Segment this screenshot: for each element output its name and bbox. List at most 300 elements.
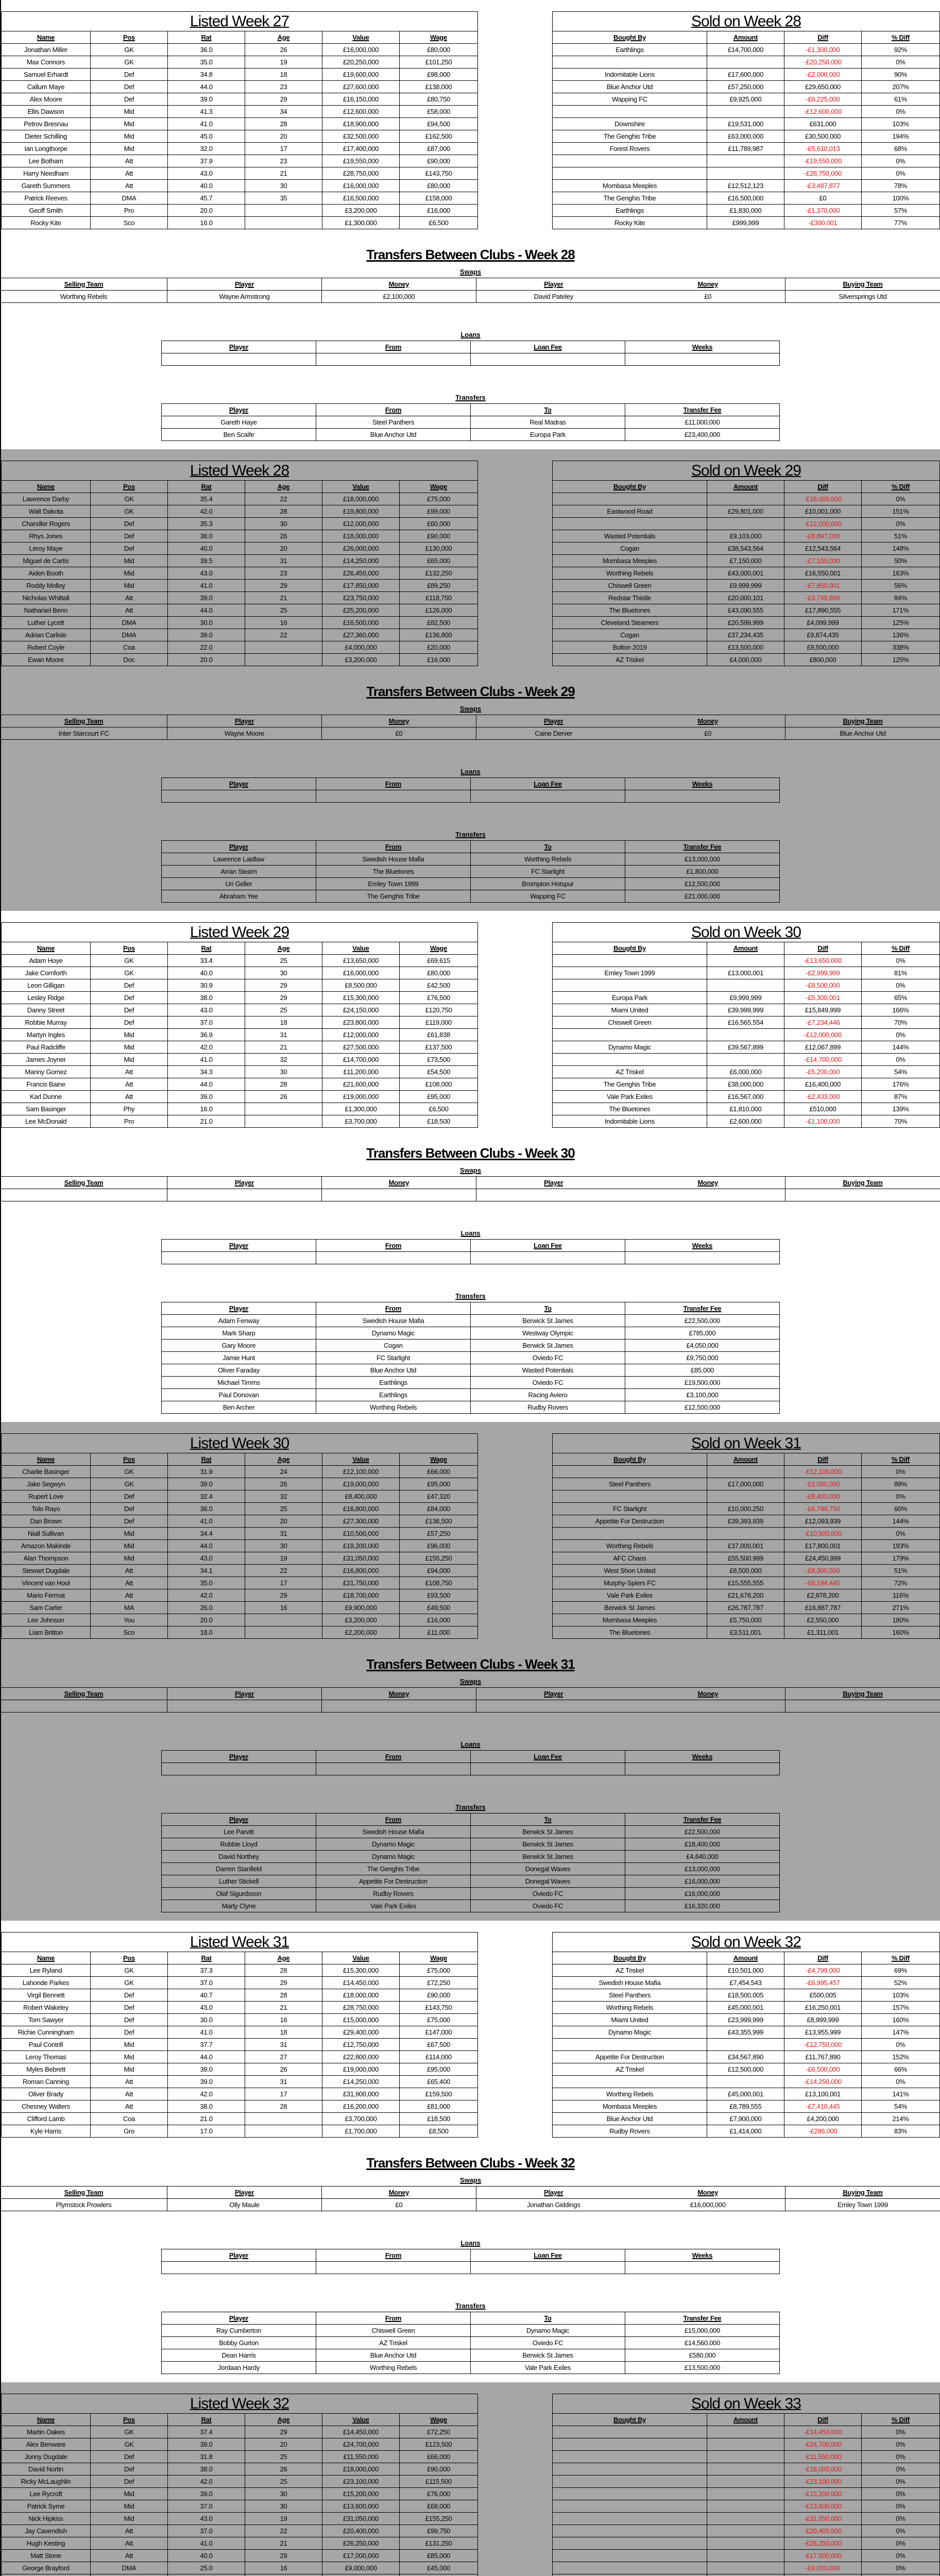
transfer-cell: Dynamo Magic: [316, 1851, 471, 1863]
table-row: [553, 1503, 940, 1515]
listed-cell: Robbie Murray: [2, 1016, 91, 1029]
listed-cell: Def: [91, 518, 168, 530]
sold-cell: £21,678,200: [707, 1589, 784, 1602]
diff-cell: -£1,100,000: [784, 1115, 862, 1128]
spacer: [1, 303, 940, 329]
listed-cell: 41.0: [168, 1515, 245, 1528]
table-row: [2, 1614, 478, 1626]
listed-cell: Def: [91, 1004, 168, 1016]
transfer-cell: £22,500,000: [625, 1826, 780, 1838]
column-header: Amount: [707, 481, 784, 493]
listed-cell: Ellis Dawson: [2, 106, 91, 118]
listed-cell: 26.0: [168, 1602, 245, 1614]
listed-cell: £18,000,000: [322, 530, 400, 543]
diff-cell: -£1,300,000: [784, 44, 862, 56]
transfer-cell: Berwick St James: [471, 2349, 625, 2362]
listed-cell: GK: [91, 56, 168, 69]
listed-cell: 20: [245, 130, 322, 143]
listed-cell: 43.0: [168, 1004, 245, 1016]
listed-cell: £162,500: [400, 130, 478, 143]
listed-cell: 19: [245, 2513, 322, 2525]
listed-cell: £24,150,000: [322, 1004, 400, 1016]
sold-cell: Emley Town 1999: [553, 967, 707, 979]
table-row: [2, 118, 478, 130]
loan-cell: [316, 353, 471, 366]
listed-cell: £81,000: [400, 2100, 478, 2113]
listed-cell: £87,000: [400, 143, 478, 155]
listed-cell: Jay Cavendish: [2, 2525, 91, 2537]
sold-cell: Mombasa Meeples: [553, 180, 707, 192]
listed-cell: GK: [91, 493, 168, 505]
listed-cell: £15,200,000: [322, 2488, 400, 2500]
listed-cell: Hugh Kesting: [2, 2537, 91, 2550]
spacer: [1, 1264, 940, 1290]
transfer-cell: Wasted Potentials: [471, 1364, 625, 1377]
sold-cell: 69%: [862, 1964, 940, 1977]
sold-cell: 0%: [862, 2488, 940, 2500]
listed-cell: 43.0: [168, 567, 245, 580]
sold-cell: £10,000,250: [707, 1503, 784, 1515]
listed-cell: Att: [91, 155, 168, 167]
column-header: Player: [476, 2187, 631, 2199]
column-header: Loan Fee: [471, 1751, 625, 1763]
column-header: Transfer Fee: [625, 841, 780, 853]
sold-cell: £17,600,000: [707, 69, 784, 81]
column-header: Rat: [168, 481, 245, 493]
listed-cell: 44.0: [168, 604, 245, 617]
column-header: Name: [2, 2414, 91, 2426]
loans-header-row: [162, 341, 780, 353]
sold-cell: £43,000,001: [707, 567, 784, 580]
table-row: [2, 955, 478, 967]
loans-table: [161, 777, 780, 803]
listed-cell: 39.0: [168, 2076, 245, 2088]
sold-cell: The Bluetones: [553, 1626, 707, 1639]
swap-cell: [785, 1700, 940, 1713]
sold-title-row: [553, 12, 940, 31]
column-header: Player: [167, 1177, 322, 1189]
sold-cell: [707, 2550, 784, 2562]
transfer-cell: £785,000: [625, 1327, 780, 1340]
sold-title-row: [553, 923, 940, 942]
table-row: [553, 1478, 940, 1490]
sold-cell: 54%: [862, 2100, 940, 2113]
sold-cell: 56%: [862, 580, 940, 592]
table-row: [2, 2002, 478, 2014]
diff-cell: £16,550,001: [784, 567, 862, 580]
listed-cell: £13,600,000: [322, 2500, 400, 2513]
transfer-cell: £11,000,000: [625, 416, 780, 429]
listed-cell: 20.0: [168, 205, 245, 217]
listed-cell: [245, 2125, 322, 2138]
listed-cell: 40.0: [168, 967, 245, 979]
sold-cell: Steel Panthers: [553, 1478, 707, 1490]
table-row: [2, 1054, 478, 1066]
listed-cell: £8,500,000: [322, 979, 400, 992]
column-header: Value: [322, 2414, 400, 2426]
sold-cell: 179%: [862, 1552, 940, 1565]
diff-cell: -£20,400,000: [784, 2525, 862, 2537]
sold-cell: 163%: [862, 567, 940, 580]
column-header: Money: [631, 715, 785, 727]
transfer-cell: Swedish House Mafia: [316, 1826, 471, 1838]
listed-cell: Virgil Bennett: [2, 1989, 91, 2002]
swap-cell: £0: [322, 2199, 476, 2211]
listed-cell: Mid: [91, 106, 168, 118]
listed-cell: [245, 1115, 322, 1128]
listed-cell: 21: [245, 2002, 322, 2014]
sold-cell: Berwick St James: [553, 1602, 707, 1614]
sold-cell: £2,600,000: [707, 1115, 784, 1128]
listed-cell: Mario Fermat: [2, 1589, 91, 1602]
transfers-between-clubs: [1, 666, 940, 911]
swap-cell: [322, 1700, 476, 1713]
transfer-cell: Blue Anchor Utd: [316, 1364, 471, 1377]
sold-cell: 194%: [862, 130, 940, 143]
table-row: [1, 1700, 940, 1713]
column-header: % Diff: [862, 31, 940, 44]
sold-cell: £15,555,555: [707, 1577, 784, 1589]
week-block: [0, 1921, 940, 2382]
listed-cell: 22: [245, 493, 322, 505]
listed-cell: Def: [91, 2026, 168, 2039]
listed-cell: £24,700,000: [322, 2438, 400, 2451]
listed-header-row: [2, 1952, 478, 1964]
listed-cell: 16: [245, 617, 322, 629]
transfer-cell: £85,000: [625, 1364, 780, 1377]
listed-cell: £9,000,000: [322, 2562, 400, 2574]
column-header: Bought By: [553, 1453, 707, 1466]
loan-cell: [625, 2262, 780, 2274]
listed-cell: Att: [91, 2525, 168, 2537]
swap-cell: [167, 1700, 322, 1713]
loans-title: Loans: [1, 768, 940, 775]
listed-cell: 40.0: [168, 2550, 245, 2562]
listed-cell: 25.0: [168, 2562, 245, 2574]
listed-cell: 32.4: [168, 1490, 245, 1503]
listed-title: Listed Week 27: [2, 12, 478, 31]
transfer-cell: Blue Anchor Utd: [316, 2349, 471, 2362]
listed-cell: Karl Dunne: [2, 1091, 91, 1103]
diff-cell: £12,543,564: [784, 543, 862, 555]
transfer-cell: Rudby Rovers: [316, 1888, 471, 1900]
transfer-cell: Michael Timms: [162, 1377, 316, 1389]
listed-cell: £69,615: [400, 955, 478, 967]
table-row: [2, 2076, 478, 2088]
sold-cell: FC Starlight: [553, 1503, 707, 1515]
listed-cell: £16,000: [400, 1614, 478, 1626]
listed-cell: David Nortin: [2, 2463, 91, 2476]
listed-cell: Walt Dakota: [2, 505, 91, 518]
listed-cell: £18,500: [400, 2113, 478, 2125]
listed-cell: £18,000,000: [322, 2463, 400, 2476]
listed-cell: £76,000: [400, 2488, 478, 2500]
listed-cell: Lee Johnson: [2, 1614, 91, 1626]
sold-cell: 81%: [862, 967, 940, 979]
column-header: Name: [2, 481, 91, 493]
listed-cell: £19,000,000: [322, 1478, 400, 1490]
sold-cell: [707, 2438, 784, 2451]
sold-cell: [553, 2451, 707, 2463]
listed-cell: 43.0: [168, 2002, 245, 2014]
swaps-title: Swaps: [1, 1677, 940, 1685]
column-header: Bought By: [553, 942, 707, 955]
diff-cell: -£26,250,000: [784, 2537, 862, 2550]
loan-cell: [471, 790, 625, 803]
transfer-cell: Berwick St James: [471, 1315, 625, 1327]
listed-cell: £45,000: [400, 2562, 478, 2574]
listed-cell: 29: [245, 2550, 322, 2562]
transfer-cell: Donegal Waves: [471, 1875, 625, 1888]
sold-cell: 78%: [862, 180, 940, 192]
column-header: Diff: [784, 1453, 862, 1466]
listed-cell: £115,500: [400, 2476, 478, 2488]
sold-cell: £7,150,000: [707, 555, 784, 567]
sold-table: [552, 1433, 940, 1639]
sold-cell: [553, 518, 707, 530]
listed-title-row: [2, 2394, 478, 2414]
table-row: [2, 2088, 478, 2100]
sold-cell: [553, 167, 707, 180]
table-row: [553, 1490, 940, 1503]
column-header: % Diff: [862, 481, 940, 493]
sold-cell: 103%: [862, 118, 940, 130]
listed-cell: Def: [91, 69, 168, 81]
swaps-table: [0, 1176, 940, 1201]
listed-cell: You: [91, 1614, 168, 1626]
listed-cell: £95,000: [400, 1478, 478, 1490]
diff-cell: -£12,000,000: [784, 1029, 862, 1041]
diff-cell: £9,500,000: [784, 641, 862, 654]
loan-cell: [162, 790, 316, 803]
listed-cell: 21: [245, 2537, 322, 2550]
listed-cell: Att: [91, 1066, 168, 1078]
listed-cell: £47,320: [400, 1490, 478, 1503]
swaps-header-row: [1, 1177, 940, 1189]
listed-cell: £118,750: [400, 592, 478, 604]
transfer-cell: £580,000: [625, 2349, 780, 2362]
sold-title: Sold on Week 33: [553, 2394, 940, 2414]
column-header: Name: [2, 1952, 91, 1964]
listed-title-row: [2, 461, 478, 481]
table-row: [2, 81, 478, 93]
listed-cell: Att: [91, 1078, 168, 1091]
column-header: Wage: [400, 2414, 478, 2426]
listed-cell: Sam Carter: [2, 1602, 91, 1614]
sold-cell: [553, 2076, 707, 2088]
listed-cell: 21: [245, 592, 322, 604]
table-row: [2, 1029, 478, 1041]
listed-cell: 42.0: [168, 1041, 245, 1054]
sold-cell: 0%: [862, 493, 940, 505]
diff-cell: -£24,700,000: [784, 2438, 862, 2451]
table-row: [2, 1589, 478, 1602]
transfer-cell: Dynamo Magic: [316, 1838, 471, 1851]
table-row: [553, 1528, 940, 1540]
listed-cell: Roddy Molloy: [2, 580, 91, 592]
column-header: Rat: [168, 942, 245, 955]
loans-title: Loans: [1, 2239, 940, 2247]
table-row: [2, 69, 478, 81]
listed-cell: Mid: [91, 2513, 168, 2525]
table-row: [2, 143, 478, 155]
sold-cell: [553, 1528, 707, 1540]
transfer-cell: £14,560,000: [625, 2337, 780, 2349]
swap-cell: [476, 1700, 631, 1713]
table-row: [553, 69, 940, 81]
sold-cell: [553, 56, 707, 69]
listed-cell: Att: [91, 2088, 168, 2100]
table-row: [2, 1103, 478, 1115]
table-row: [553, 2451, 940, 2463]
sold-cell: £45,000,001: [707, 2002, 784, 2014]
listed-header-row: [2, 1453, 478, 1466]
table-row: [553, 629, 940, 641]
table-row: [553, 2039, 940, 2051]
sold-cell: £999,999: [707, 217, 784, 229]
listed-cell: Def: [91, 1503, 168, 1515]
table-row: [162, 890, 780, 903]
transfer-cell: £13,000,000: [625, 853, 780, 866]
listed-cell: Adam Hoye: [2, 955, 91, 967]
sold-cell: 68%: [862, 143, 940, 155]
table-row: [2, 2476, 478, 2488]
listed-cell: £138,000: [400, 81, 478, 93]
column-header: Weeks: [625, 1240, 780, 1252]
sold-cell: £55,500,999: [707, 1552, 784, 1565]
column-header: Player: [167, 1688, 322, 1700]
column-header: Loan Fee: [471, 341, 625, 353]
sold-cell: 54%: [862, 1066, 940, 1078]
sold-cell: 83%: [862, 2125, 940, 2138]
listed-cell: 41.0: [168, 580, 245, 592]
transfer-cell: £18,400,000: [625, 1838, 780, 1851]
table-row: [2, 2113, 478, 2125]
listed-cell: 18: [245, 2026, 322, 2039]
listed-cell: 25: [245, 604, 322, 617]
sold-cell: Rudby Rovers: [553, 2125, 707, 2138]
listed-cell: Paul Contrill: [2, 2039, 91, 2051]
listed-cell: Sam Basinger: [2, 1103, 91, 1115]
column-header: Transfer Fee: [625, 1814, 780, 1826]
table-row: [553, 1626, 940, 1639]
table-row: [553, 1515, 940, 1528]
loans-table: [161, 1750, 780, 1775]
table-row: [162, 1763, 780, 1775]
transfer-cell: Dynamo Magic: [316, 1327, 471, 1340]
listed-cell: 42.0: [168, 2476, 245, 2488]
table-row: [2, 2574, 478, 2576]
listed-cell: Def: [91, 543, 168, 555]
transfer-cell: David Northey: [162, 1851, 316, 1863]
diff-cell: -£14,450,000: [784, 2426, 862, 2438]
diff-cell: -£18,000,000: [784, 2463, 862, 2476]
listed-cell: £123,500: [400, 2438, 478, 2451]
sold-cell: Earthlings: [553, 44, 707, 56]
sold-cell: 60%: [862, 1503, 940, 1515]
transfer-cell: Marty Clyne: [162, 1900, 316, 1912]
diff-cell: -£14,700,000: [784, 1054, 862, 1066]
listed-cell: £13,650,000: [322, 955, 400, 967]
sold-cell: [553, 2525, 707, 2537]
listed-cell: Mid: [91, 567, 168, 580]
sold-cell: £43,355,999: [707, 2026, 784, 2039]
sold-cell: The Genghis Tribe: [553, 1078, 707, 1091]
listed-cell: Dieter Schilling: [2, 130, 91, 143]
diff-cell: -£6,995,457: [784, 1977, 862, 1989]
table-row: [553, 555, 940, 567]
sold-cell: The Genghis Tribe: [553, 192, 707, 205]
table-row: [2, 1016, 478, 1029]
listed-cell: 36.9: [168, 1029, 245, 1041]
column-header: Wage: [400, 1453, 478, 1466]
listed-cell: £11,000: [400, 1626, 478, 1639]
listed-cell: Miguel de Cartis: [2, 555, 91, 567]
listed-cell: 18.0: [168, 1626, 245, 1639]
listed-cell: £20,400,000: [322, 2525, 400, 2537]
listed-cell: £17,000,000: [322, 2550, 400, 2562]
column-header: Money: [631, 1688, 785, 1700]
column-header: Player: [162, 404, 316, 416]
table-row: [553, 44, 940, 56]
swap-cell: Wayne Moore: [167, 727, 322, 740]
transfers-header-row: [162, 1302, 780, 1315]
table-row: [2, 604, 478, 617]
sold-cell: Chiswell Green: [553, 580, 707, 592]
transfer-cell: The Bluetones: [316, 866, 471, 878]
sold-cell: [553, 1490, 707, 1503]
table-row: [2, 1503, 478, 1515]
column-header: Age: [245, 1453, 322, 1466]
swaps-header-row: [1, 2187, 940, 2199]
listed-table: [1, 461, 478, 666]
listed-cell: 36.0: [168, 44, 245, 56]
sold-cell: AZ Triskel: [553, 2063, 707, 2076]
loans-header-row: [162, 2249, 780, 2262]
table-row: [2, 654, 478, 666]
listed-cell: £10,500,000: [322, 1528, 400, 1540]
listed-cell: Luther Lycett: [2, 617, 91, 629]
diff-cell: -£6,799,750: [784, 1503, 862, 1515]
listed-cell: Vincent van Hool: [2, 1577, 91, 1589]
transfer-cell: Real Madras: [471, 416, 625, 429]
table-row: [2, 1515, 478, 1528]
listed-cell: [245, 1626, 322, 1639]
transfer-cell: FC Starlight: [316, 1352, 471, 1364]
sold-cell: £9,103,000: [707, 530, 784, 543]
swap-cell: £0: [322, 727, 476, 740]
table-row: [553, 1466, 940, 1478]
listed-header-row: [2, 31, 478, 44]
column-header: % Diff: [862, 2414, 940, 2426]
table-row: [2, 567, 478, 580]
sold-cell: 0%: [862, 1466, 940, 1478]
table-row: [553, 1041, 940, 1054]
diff-cell: -£3,749,899: [784, 592, 862, 604]
transfers-table: [161, 403, 780, 441]
table-row: [553, 130, 940, 143]
sold-cell: 87%: [862, 1091, 940, 1103]
table-row: [553, 1977, 940, 1989]
sold-cell: 152%: [862, 2051, 940, 2063]
transfers-title: Transfers: [1, 394, 940, 401]
listed-cell: £16,150,000: [322, 93, 400, 106]
listed-cell: £27,360,000: [322, 629, 400, 641]
column-header: Weeks: [625, 341, 780, 353]
sold-title: Sold on Week 28: [553, 12, 940, 31]
transfer-cell: Dean Harris: [162, 2349, 316, 2362]
diff-cell: £11,767,890: [784, 2051, 862, 2063]
